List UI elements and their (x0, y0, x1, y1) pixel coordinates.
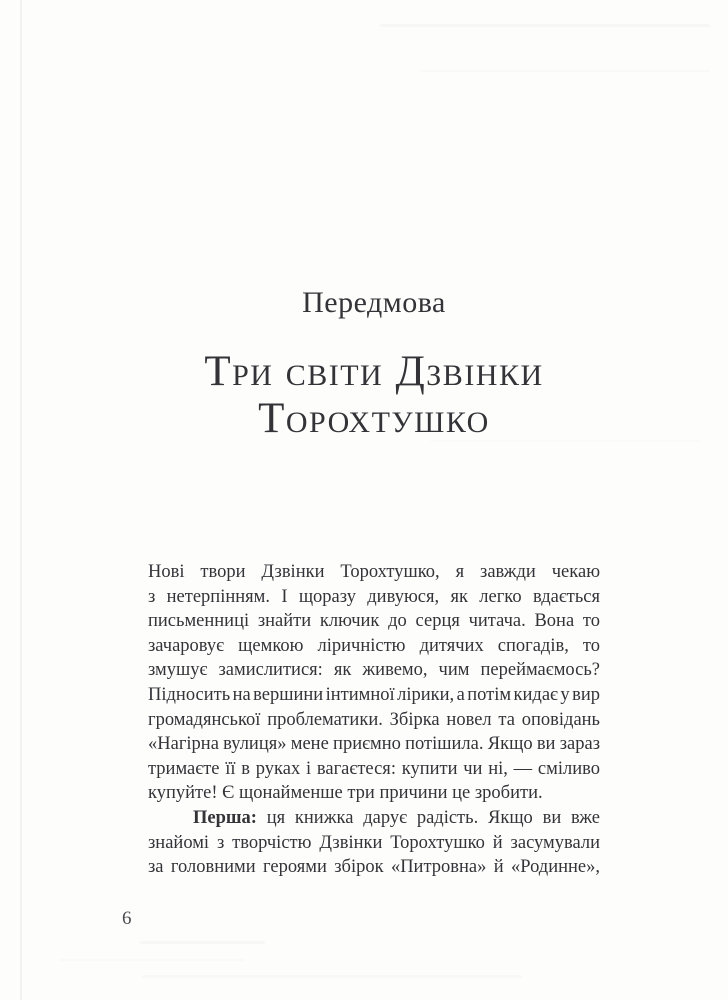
text-line: «Нагірна вулиця» мене приємно потішила. Якщо ви зараз (148, 734, 600, 755)
scan-artifact (142, 975, 522, 978)
scan-artifact (380, 24, 710, 27)
book-title-line2: Торохтушко (258, 395, 490, 442)
text-line: за головними героями збірок «Питровна» й «Родинне», (148, 857, 601, 878)
page-number: 6 (122, 908, 132, 929)
text-line: громадянської проблематики. Збірка новел та оповідань (148, 709, 600, 730)
text-line: письменниці знайти ключик до серця читача. Вона то (148, 611, 600, 632)
text-line: тримаєте її в руках і вагаєтеся: купити чи ні, — сміливо (148, 758, 600, 779)
scan-artifact (60, 959, 245, 961)
text-line: знайомі з творчістю Дзвінки Торохтушко й засумували (148, 832, 600, 853)
scan-artifact (140, 941, 265, 944)
scan-edge-line (20, 0, 22, 1000)
text-line: купуйте! Є щонайменше три причини це зробити. (148, 783, 543, 804)
paragraph-lead-bold: Перша: (193, 807, 257, 828)
text-line: Нові твори Дзвінки Торохтушко, я завжди чекаю (148, 562, 601, 582)
scan-artifact (420, 70, 710, 72)
book-title-line1: Три світи Дзвінки (204, 348, 544, 395)
body-text (148, 560, 600, 880)
text-line-rest: ця книжка дарує радість. Якщо ви вже (256, 807, 600, 828)
text-line: з нетерпінням. І щоразу дивуюся, як легко вдається (148, 586, 601, 607)
text-line: Підносить на вершини інтимної лірики, а потім кидає у вир (148, 684, 601, 705)
section-heading: Передмова (302, 286, 446, 319)
text-line: зачаровує щемкою ліричністю дитячих спогадів, то (148, 635, 601, 656)
book-title (114, 348, 634, 442)
text-line (148, 806, 600, 831)
text-line: змушує замислитися: як живемо, чим переймаємось? (148, 660, 600, 681)
